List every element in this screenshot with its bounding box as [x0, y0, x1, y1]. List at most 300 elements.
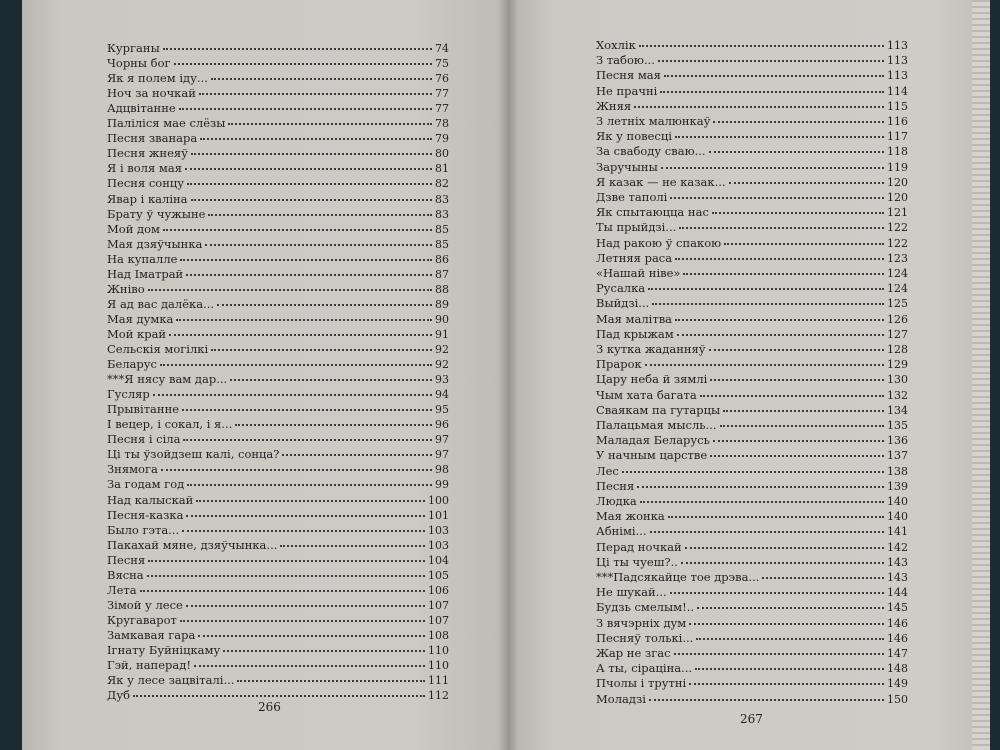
- toc-entry-title: Песняў толькі...: [596, 630, 694, 645]
- toc-entry-page: 82: [435, 177, 449, 191]
- toc-entry-page: 91: [435, 327, 449, 341]
- dot-leader: [664, 75, 884, 77]
- toc-entry-title: Гэй, наперад!: [107, 658, 191, 673]
- dot-leader: [649, 699, 884, 701]
- toc-entry-title: Кругаварот: [107, 612, 177, 627]
- toc-entry-page: 136: [887, 434, 908, 448]
- toc-entry-page: 116: [887, 115, 908, 128]
- dot-leader: [182, 409, 432, 411]
- toc-entry-title: Чым хата багата: [596, 387, 697, 402]
- dot-leader: [675, 258, 884, 260]
- toc-entry-title: Я і воля мая: [107, 161, 182, 176]
- toc-entry: [596, 524, 908, 539]
- dot-leader: [723, 410, 884, 412]
- dot-leader: [180, 620, 425, 622]
- toc-entry: [107, 553, 449, 568]
- dot-leader: [187, 484, 432, 486]
- dot-leader: [228, 123, 432, 125]
- toc-entry: [596, 327, 908, 342]
- dot-leader: [634, 106, 884, 108]
- toc-entry-page: 115: [887, 99, 908, 113]
- toc-entry: [596, 160, 908, 175]
- dot-leader: [200, 138, 432, 140]
- dot-leader: [681, 562, 884, 564]
- toc-entry-title: Дуб: [107, 688, 131, 703]
- toc-entry-page: 149: [887, 677, 908, 691]
- dot-leader: [683, 273, 884, 275]
- toc-entry-title: Русалка: [596, 281, 646, 296]
- toc-entry: [107, 161, 449, 176]
- toc-entry-page: 117: [887, 130, 908, 144]
- toc-entry-title: Сельскія могілкі: [107, 342, 209, 356]
- toc-entry-page: 122: [887, 221, 908, 235]
- toc-entry-page: 111: [428, 674, 449, 688]
- toc-entry-page: 110: [428, 659, 449, 673]
- dot-leader: [674, 653, 884, 655]
- toc-entry-title: Летняя раса: [596, 250, 673, 265]
- dot-leader: [211, 349, 432, 351]
- left-table-of-contents: [22, 0, 508, 750]
- dot-leader: [205, 244, 432, 246]
- toc-entry: [596, 53, 908, 68]
- toc-entry-title: Выйдзі...: [596, 296, 650, 311]
- toc-entry: [596, 388, 908, 403]
- toc-entry: [107, 282, 449, 297]
- toc-entry-title: Жняя: [596, 98, 632, 113]
- toc-entry-page: 87: [435, 267, 449, 281]
- dot-leader: [695, 668, 884, 670]
- toc-entry-page: 140: [887, 495, 908, 508]
- dot-leader: [689, 623, 884, 625]
- toc-entry-title: Не прачні: [596, 83, 658, 98]
- toc-entry-page: 74: [435, 42, 449, 55]
- toc-entry-title: Ці ты ўзойдзеш калі, сонца?: [107, 447, 280, 462]
- toc-entry-title: Пад крыжам: [596, 326, 674, 341]
- toc-entry: [107, 252, 449, 267]
- toc-entry-page: 78: [435, 117, 449, 131]
- toc-entry: [596, 129, 908, 144]
- toc-entry: [107, 357, 449, 372]
- dot-leader: [230, 379, 432, 381]
- toc-entry-page: 83: [435, 207, 449, 221]
- toc-entry-title: Палацьмая мысль...: [596, 418, 717, 432]
- dot-leader: [186, 274, 432, 276]
- dot-leader: [208, 214, 432, 216]
- dot-leader: [198, 635, 425, 637]
- dot-leader: [675, 319, 884, 321]
- toc-entry: [107, 613, 449, 628]
- dot-leader: [709, 349, 884, 351]
- toc-entry-page: 113: [887, 54, 908, 68]
- toc-entry-title: Прарок: [596, 357, 642, 372]
- toc-entry: [107, 538, 449, 553]
- toc-entry-page: 139: [887, 479, 908, 493]
- dot-leader: [645, 364, 884, 366]
- toc-entry-page: 75: [435, 57, 449, 71]
- dot-leader: [700, 395, 884, 397]
- toc-entry: [596, 585, 908, 600]
- toc-entry: [596, 312, 908, 327]
- toc-entry-title: Ці ты чуеш?..: [596, 554, 678, 569]
- toc-entry: [107, 267, 449, 282]
- dot-leader: [640, 501, 884, 503]
- dot-leader: [637, 486, 884, 488]
- toc-entry: [107, 493, 449, 508]
- toc-entry: [596, 84, 908, 99]
- toc-entry: [107, 146, 449, 161]
- toc-entry: [107, 237, 449, 252]
- toc-entry-page: 142: [887, 540, 908, 554]
- page-edge: [972, 0, 990, 750]
- toc-entry-title: ***Я нясу вам дар...: [107, 372, 228, 387]
- toc-entry-title: Песня-казка: [107, 507, 184, 522]
- toc-entry-title: За годам год: [107, 477, 185, 492]
- toc-entry-page: 105: [428, 568, 449, 582]
- toc-entry-title: Гусляр: [107, 387, 150, 402]
- toc-entry-page: 79: [435, 132, 449, 146]
- dot-leader: [235, 424, 432, 426]
- toc-entry-title: Мой дом: [107, 221, 160, 236]
- dot-leader: [712, 212, 884, 214]
- dot-leader: [191, 153, 432, 155]
- toc-entry-title: Як спытаюцца нас: [596, 205, 709, 220]
- dot-leader: [133, 695, 425, 697]
- dot-leader: [191, 199, 432, 201]
- toc-entry: [596, 403, 908, 418]
- toc-entry-page: 120: [887, 191, 908, 204]
- dot-leader: [199, 93, 432, 95]
- toc-entry-page: 143: [887, 571, 908, 584]
- toc-entry-page: 97: [435, 448, 449, 462]
- toc-entry-title: Не шукай...: [596, 585, 667, 600]
- toc-entry-page: 112: [428, 689, 449, 703]
- toc-entry-title: ***Падсякайце тое дрэва...: [596, 570, 760, 584]
- toc-entry: [107, 312, 449, 327]
- toc-entry-title: Я казак — не казак...: [596, 174, 726, 189]
- toc-entry-page: 126: [887, 312, 908, 326]
- toc-entry-title: Жніво: [107, 281, 145, 296]
- toc-entry-title: Зімой у лесе: [107, 597, 183, 612]
- toc-entry-title: Прывітанне: [107, 402, 180, 417]
- toc-entry-page: 113: [887, 69, 908, 83]
- toc-entry-title: Ты прыйдзі...: [596, 220, 677, 235]
- toc-entry-page: 140: [887, 510, 908, 524]
- toc-entry-title: З летніх малюнкаў: [596, 114, 711, 128]
- toc-entry: [107, 477, 449, 492]
- right-table-of-contents: [508, 0, 978, 750]
- toc-entry: [596, 114, 908, 129]
- toc-entry-title: Над Іматрай: [107, 266, 184, 281]
- dot-leader: [660, 91, 884, 93]
- toc-entry-title: Мая думка: [107, 311, 174, 326]
- toc-entry-page: 89: [435, 297, 449, 311]
- toc-entry-title: Дзве таполі: [596, 190, 668, 204]
- dot-leader: [670, 592, 884, 594]
- right-page-number: 267: [740, 712, 763, 726]
- toc-entry-page: 83: [435, 192, 449, 206]
- toc-entry-title: З вячэрніх дум: [596, 615, 687, 630]
- dot-leader: [194, 665, 425, 667]
- dot-leader: [148, 560, 425, 562]
- toc-entry-page: 125: [887, 297, 908, 311]
- toc-entry-title: Адцвітанне: [107, 101, 176, 116]
- dot-leader: [186, 515, 425, 517]
- toc-entry-page: 118: [887, 145, 908, 159]
- toc-entry-title: Ігнату Буйніцкаму: [107, 643, 221, 657]
- toc-entry: [107, 372, 449, 387]
- toc-entry-page: 99: [435, 478, 449, 492]
- toc-entry-title: Жар не згас: [596, 646, 671, 660]
- toc-entry: [107, 462, 449, 477]
- toc-entry: [596, 509, 908, 524]
- toc-entry-page: 106: [428, 583, 449, 597]
- toc-entry-page: 77: [435, 87, 449, 101]
- toc-entry-title: Песня жнеяў: [107, 146, 188, 161]
- toc-entry-title: Перад ночкай: [596, 539, 682, 554]
- dot-leader: [713, 440, 884, 442]
- toc-entry-page: 128: [887, 343, 908, 356]
- toc-entry-title: Брату ў чужыне: [107, 206, 206, 221]
- dot-leader: [174, 63, 432, 65]
- dot-leader: [183, 439, 432, 441]
- toc-entry-title: Мая жонка: [596, 509, 665, 524]
- toc-entry-page: 127: [887, 327, 908, 341]
- dot-leader: [697, 607, 884, 609]
- toc-entry-page: 90: [435, 312, 449, 326]
- toc-entry: [107, 432, 449, 447]
- dot-leader: [762, 577, 884, 579]
- toc-entry-page: 101: [428, 508, 449, 522]
- toc-entry-title: Я ад вас далёка...: [107, 296, 215, 311]
- toc-entry-title: Пчолы і трутні: [596, 676, 687, 691]
- toc-entry-title: Над калыскай: [107, 492, 194, 507]
- toc-entry-title: Мая дзяўчынка: [107, 236, 203, 251]
- dot-leader: [668, 516, 884, 518]
- dot-leader: [713, 121, 884, 123]
- toc-entry: [596, 631, 908, 646]
- toc-entry: [596, 646, 908, 661]
- toc-entry: [107, 583, 449, 598]
- dot-leader: [217, 304, 432, 306]
- toc-entry-page: 85: [435, 237, 449, 251]
- toc-entry: [596, 540, 908, 555]
- right-page: [508, 0, 978, 750]
- toc-entry-title: Песня сонцу: [107, 176, 185, 191]
- toc-entry: [596, 251, 908, 266]
- toc-entry-title: Лета: [107, 582, 137, 597]
- toc-entry-title: Як у повесці: [596, 129, 672, 144]
- toc-entry: [596, 464, 908, 479]
- left-page: [22, 0, 508, 750]
- dot-leader: [639, 45, 884, 47]
- dot-leader: [196, 500, 425, 502]
- toc-entry-page: 81: [435, 162, 449, 176]
- toc-entry: [107, 116, 449, 131]
- dot-leader: [182, 530, 425, 532]
- dot-leader: [679, 227, 884, 229]
- toc-entry: [596, 205, 908, 220]
- dot-leader: [648, 288, 884, 290]
- dot-leader: [163, 229, 432, 231]
- toc-entry: [596, 418, 908, 433]
- toc-entry-title: У начным царстве: [596, 448, 708, 463]
- toc-entry-title: І вецер, і сокал, і я...: [107, 417, 233, 432]
- toc-entry-title: Песня: [107, 552, 146, 567]
- toc-entry: [596, 236, 908, 251]
- toc-entry: [107, 222, 449, 237]
- dot-leader: [176, 319, 432, 321]
- toc-entry-page: 103: [428, 538, 449, 552]
- toc-entry-page: 110: [428, 644, 449, 657]
- toc-entry-page: 122: [887, 236, 908, 250]
- dot-leader: [724, 243, 884, 245]
- toc-entry: [107, 598, 449, 613]
- toc-entry-page: 86: [435, 252, 449, 266]
- toc-entry-page: 107: [428, 598, 449, 612]
- toc-entry-title: Чорны бог: [107, 56, 171, 71]
- toc-entry: [107, 342, 449, 357]
- toc-entry: [107, 673, 449, 688]
- dot-leader: [650, 531, 884, 533]
- toc-entry-page: 103: [428, 523, 449, 537]
- toc-entry-page: 144: [887, 586, 908, 600]
- toc-entry-page: 88: [435, 282, 449, 296]
- toc-entry: [107, 387, 449, 402]
- toc-entry: [596, 433, 908, 448]
- toc-entry: [107, 86, 449, 101]
- dot-leader: [147, 575, 425, 577]
- toc-entry-page: 143: [887, 555, 908, 569]
- dot-leader: [720, 425, 885, 427]
- toc-entry-title: Песня званара: [107, 131, 198, 146]
- dot-leader: [729, 182, 884, 184]
- toc-entry: [107, 327, 449, 342]
- toc-entry-title: Над ракою ў спакою: [596, 235, 722, 250]
- toc-entry-page: 77: [435, 102, 449, 116]
- toc-entry: [107, 643, 449, 658]
- toc-entry: [107, 568, 449, 583]
- toc-entry: [596, 190, 908, 205]
- toc-entry: [596, 281, 908, 296]
- dot-leader: [211, 78, 432, 80]
- dot-leader: [161, 469, 432, 471]
- toc-entry: [596, 220, 908, 235]
- toc-entry-page: 130: [887, 373, 908, 387]
- dot-leader: [282, 454, 432, 456]
- toc-entry-page: 147: [887, 647, 908, 660]
- toc-entry-page: 108: [428, 628, 449, 642]
- toc-entry: [596, 494, 908, 509]
- toc-entry-page: 120: [887, 175, 908, 189]
- toc-entry-page: 148: [887, 662, 908, 676]
- toc-entry: [107, 71, 449, 86]
- dot-leader: [163, 48, 432, 50]
- toc-entry: [596, 68, 908, 83]
- dot-leader: [710, 455, 884, 457]
- toc-entry: [596, 38, 908, 53]
- dot-leader: [689, 683, 884, 685]
- toc-entry-title: «Нашай ніве»: [596, 266, 681, 280]
- toc-entry-page: 145: [887, 601, 908, 615]
- toc-entry: [596, 448, 908, 463]
- toc-entry-page: 98: [435, 463, 449, 477]
- toc-entry-page: 76: [435, 72, 449, 86]
- toc-entry-page: 141: [887, 525, 908, 539]
- toc-entry: [596, 175, 908, 190]
- dot-leader: [670, 197, 884, 199]
- toc-entry-title: Вясна: [107, 567, 144, 582]
- toc-entry-title: Паліліся мае слёзы: [107, 116, 226, 131]
- toc-entry: [107, 447, 449, 462]
- toc-entry: [596, 676, 908, 691]
- toc-entry: [107, 101, 449, 116]
- toc-entry-title: За свабоду сваю...: [596, 144, 706, 159]
- toc-entry: [596, 357, 908, 372]
- toc-entry-title: А ты, сірацiна...: [596, 661, 693, 676]
- toc-entry-title: На купалле: [107, 251, 178, 266]
- toc-entry-page: 96: [435, 418, 449, 432]
- toc-entry: [107, 402, 449, 417]
- dot-leader: [661, 167, 884, 169]
- toc-entry: [596, 296, 908, 311]
- toc-entry-title: Сваякам па гутарцы: [596, 402, 721, 417]
- toc-entry-title: Песня мая: [596, 68, 661, 83]
- dot-leader: [237, 680, 425, 682]
- toc-entry-page: 114: [887, 84, 908, 98]
- dot-leader: [280, 545, 425, 547]
- toc-entry-title: Было гэта...: [107, 522, 180, 537]
- dot-leader: [685, 547, 884, 549]
- toc-entry-page: 124: [887, 282, 908, 296]
- dot-leader: [160, 364, 432, 366]
- toc-entry: [107, 131, 449, 146]
- toc-entry-title: Ноч за ночкай: [107, 86, 196, 101]
- toc-entry: [107, 658, 449, 673]
- toc-entry-page: 121: [887, 206, 908, 220]
- dot-leader: [179, 108, 432, 110]
- toc-entry-title: Як у лесе зацвіталі...: [107, 673, 235, 688]
- toc-entry-title: Будзь смелым!..: [596, 600, 695, 615]
- toc-entry-title: Як я полем іду...: [107, 71, 208, 86]
- toc-entry-title: Курганы: [107, 41, 160, 55]
- toc-entry-title: Мая малітва: [596, 311, 673, 326]
- toc-entry-title: Моладзі: [596, 691, 646, 706]
- toc-entry-title: Лес: [596, 463, 619, 478]
- toc-entry-title: Мой край: [107, 326, 167, 341]
- toc-entry: [107, 41, 449, 56]
- toc-entry: [596, 144, 908, 159]
- toc-entry-page: 92: [435, 343, 449, 356]
- toc-entry: [596, 661, 908, 676]
- left-page-number: 266: [258, 700, 281, 714]
- toc-entry-page: 146: [887, 631, 908, 645]
- toc-entry-page: 135: [887, 419, 908, 432]
- toc-entry-title: Маладая Беларусь: [596, 433, 710, 448]
- toc-entry-page: 85: [435, 222, 449, 236]
- toc-entry-page: 100: [428, 493, 449, 507]
- dot-leader: [153, 394, 432, 396]
- toc-entry-page: 150: [887, 692, 908, 706]
- toc-entry: [596, 600, 908, 615]
- toc-entry: [596, 266, 908, 281]
- dot-leader: [652, 303, 884, 305]
- dot-leader: [696, 638, 884, 640]
- toc-entry-page: 94: [435, 388, 449, 402]
- toc-entry-page: 129: [887, 358, 908, 372]
- toc-entry: [107, 508, 449, 523]
- dot-leader: [677, 334, 884, 336]
- toc-entry-title: З табою...: [596, 53, 655, 68]
